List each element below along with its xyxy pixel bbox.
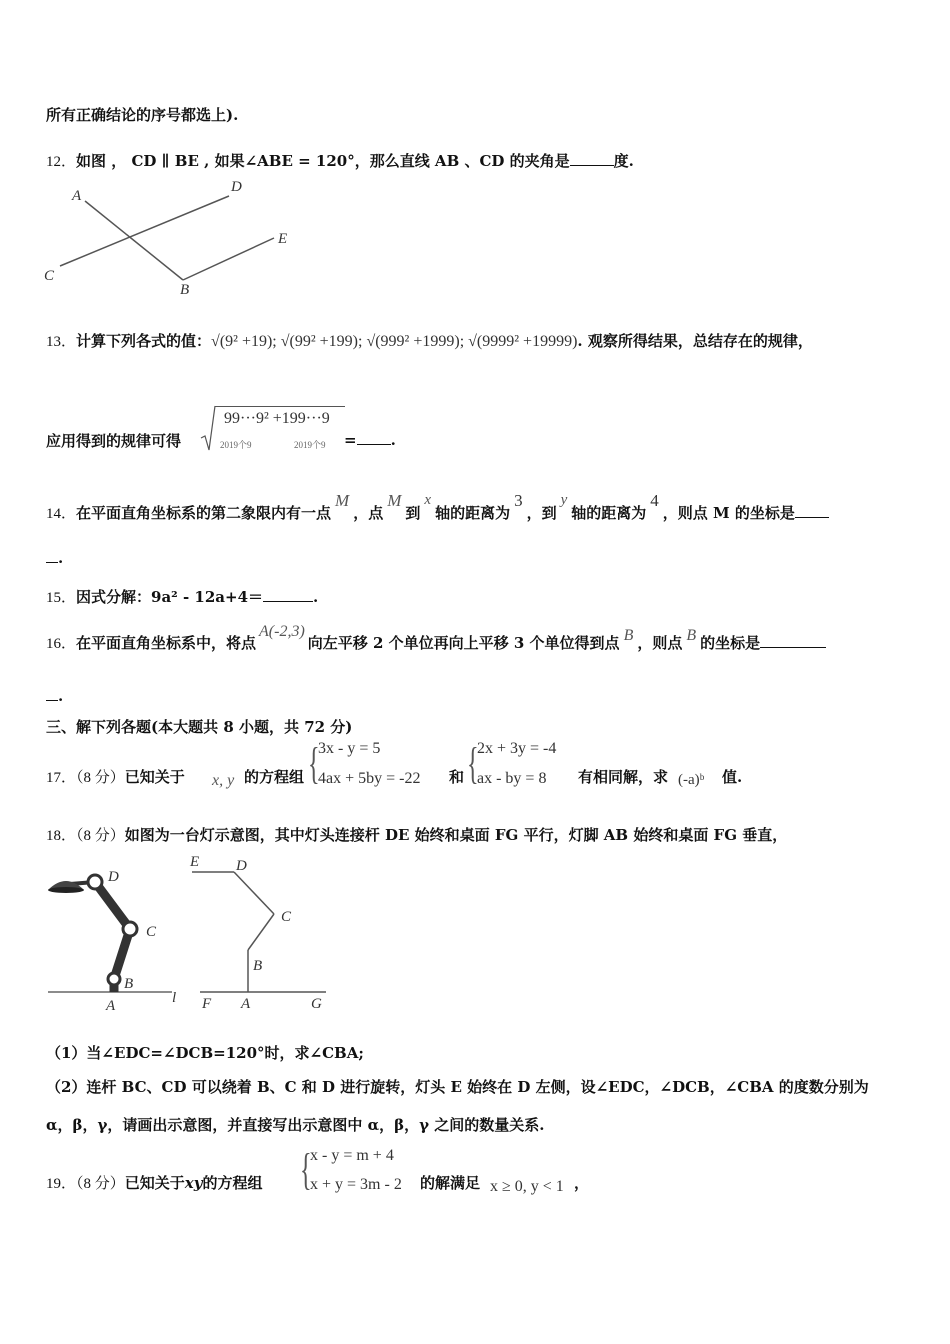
q13-answer: [344, 430, 396, 449]
intro-line: 所有正确结论的序号都选上).: [46, 106, 239, 124]
sub-question-2: （2）连杆 BC、CD 可以绕着 B、C 和 D 进行旋转，灯头 E 始终在 D 左侧，设∠EDC，∠DCB，∠CBA 的度数分别为: [46, 1078, 869, 1096]
var-M: M: [335, 491, 350, 510]
expr-top: 99···9² +199···9: [224, 410, 330, 427]
expression: (-a)ᵇ: [678, 772, 705, 788]
system2-eq2: ax - by = 8: [477, 770, 547, 787]
vars-xy: x, y: [212, 772, 235, 789]
lamp-schematic: [186, 848, 336, 1016]
label-A: A: [106, 998, 116, 1012]
sub-question-2-cont: α，β，γ，请画出示意图，并直接写出示意图中 α，β，γ 之间的数量关系.: [46, 1116, 545, 1134]
system2-eq1: 2x + 3y = -4: [477, 740, 557, 757]
question-text: 因式分解：9a² - 12a+4＝: [76, 588, 264, 606]
text-fragment: 的方程组: [244, 768, 305, 786]
radical-bar: [215, 406, 345, 407]
question-13-line2: [46, 430, 181, 451]
var-M-2: M: [387, 491, 402, 510]
period: .: [58, 687, 64, 705]
system1-eq2: 4ax + 5by = -22: [318, 770, 421, 787]
question-12: [46, 150, 634, 171]
question-number: 15．: [46, 590, 77, 606]
label-l: l: [172, 990, 177, 1006]
question-19: [46, 1172, 262, 1193]
text-fragment: 值.: [722, 768, 743, 786]
question-tail: . 观察所得结果，总结存在的规律，: [577, 332, 813, 350]
section-heading: 三、解下列各题(本大题共 8 小题，共 72 分): [46, 718, 353, 736]
period: .: [313, 588, 319, 606]
point-A: A(-2,3): [259, 623, 305, 640]
text-fragment: 的解满足: [420, 1174, 481, 1192]
score: （8 分）: [76, 770, 125, 786]
answer-blank: [357, 430, 391, 445]
text-fragment: 有相同解，求: [578, 768, 669, 786]
question-16-cont: [46, 686, 63, 705]
var-xy: xy: [184, 1174, 203, 1192]
text-fragment: ，到: [526, 504, 557, 522]
system-eq1: x - y = m + 4: [310, 1147, 394, 1164]
label-D: D: [231, 179, 242, 195]
label-F: F: [202, 996, 212, 1012]
var-B: B: [623, 627, 634, 644]
answer-blank-cont: [46, 548, 58, 563]
label-E: E: [190, 854, 200, 870]
q12-figure: [40, 176, 300, 300]
label-A: A: [72, 188, 82, 204]
text-fragment: 的坐标是: [700, 634, 761, 652]
answer-blank: [760, 633, 826, 648]
text-fragment: 向左平移 2 个单位再向上平移 3 个单位得到点: [307, 634, 620, 652]
period: .: [390, 431, 396, 449]
equals-sign: =: [344, 431, 357, 449]
answer-blank: [263, 587, 313, 602]
line-BE: [183, 238, 274, 280]
label-D: D: [236, 858, 247, 874]
question-16: [46, 623, 826, 653]
question-number: 13．: [46, 334, 77, 350]
question-text: 计算下列各式的值：: [76, 332, 212, 350]
question-text: 如图 ， CD ∥ BE , 如果∠ABE = 120°，那么直线 AB 、CD 的夹角是: [76, 152, 570, 170]
radical-sign: [200, 404, 216, 452]
label-A: A: [241, 996, 251, 1012]
text-fragment: 的方程组: [202, 1174, 263, 1192]
system-eq2: x + y = 3m - 2: [310, 1176, 402, 1193]
label-C: C: [281, 909, 292, 925]
text-fragment: 到: [405, 504, 421, 522]
text-fragment: 轴的距离为: [435, 504, 511, 522]
expr-sub-1: 2019个9: [220, 440, 252, 450]
question-number: 19．: [46, 1176, 77, 1192]
line-CD: [60, 196, 229, 266]
sub-question-1: （1）当∠EDC=∠DCB=120°时，求∠CBA;: [46, 1044, 364, 1062]
system1-eq1: 3x - y = 5: [318, 740, 381, 757]
question-number: 16．: [46, 636, 77, 652]
nested-sqrt-expression: [200, 404, 350, 452]
brace-2: {: [467, 739, 479, 788]
condition: x ≥ 0, y < 1: [490, 1178, 564, 1195]
line-AB: [85, 201, 183, 280]
brace-3: {: [300, 1145, 312, 1194]
label-B: B: [124, 976, 134, 992]
text-fragment: ，: [574, 1174, 590, 1192]
var-x: x: [424, 492, 432, 508]
answer-blank-cont: [46, 686, 58, 701]
text-fragment: ，则点: [637, 634, 683, 652]
brace-1: {: [308, 739, 320, 788]
text-fragment: 已知关于: [124, 1174, 185, 1192]
question-text: 如图为一台灯示意图，其中灯头连接杆 DE 始终和桌面 FG 平行，灯脚 AB 始终和桌面 FG 垂直，: [124, 826, 788, 844]
question-text: 在平面直角坐标系中，将点: [76, 634, 257, 652]
question-17: [46, 766, 185, 787]
lamp-picture: [44, 862, 194, 1012]
label-D: D: [108, 869, 119, 885]
question-text: 在平面直角坐标系的第二象限内有一点: [76, 504, 332, 522]
question-number: 14．: [46, 506, 77, 522]
text-fragment: 已知关于: [124, 768, 185, 786]
label-B: B: [180, 282, 190, 298]
question-number: 12．: [46, 154, 77, 170]
question-18: [46, 824, 787, 845]
label-C: C: [44, 268, 55, 284]
question-14-cont: [46, 548, 63, 567]
label-G: G: [311, 996, 322, 1012]
question-15: [46, 586, 318, 607]
question-13: [46, 330, 813, 351]
text-fragment: ，则点 M 的坐标是: [662, 504, 795, 522]
var-B-2: B: [686, 627, 697, 644]
question-text: 应用得到的规律可得: [46, 432, 182, 450]
answer-blank: [795, 503, 829, 518]
value-4: 4: [650, 491, 659, 510]
label-C: C: [146, 924, 157, 940]
var-y: y: [560, 492, 568, 508]
question-14: [46, 491, 829, 523]
expr-sub-2: 2019个9: [294, 440, 326, 450]
text-fragment: 轴的距离为: [571, 504, 647, 522]
label-E: E: [278, 231, 288, 247]
question-tail: 度.: [613, 152, 634, 170]
text-fragment: ，点: [353, 504, 384, 522]
question-number: 17．: [46, 770, 77, 786]
question-number: 18．: [46, 828, 77, 844]
sqrt-expressions: √(9² +19); √(99² +199); √(999² +1999); √(9999² +19999): [211, 333, 578, 350]
score: （8 分）: [76, 1176, 125, 1192]
score: （8 分）: [76, 828, 125, 844]
text-fragment: 和: [449, 768, 465, 786]
period: .: [58, 549, 64, 567]
value-3: 3: [514, 491, 523, 510]
answer-blank: [570, 151, 614, 166]
label-B: B: [253, 958, 263, 974]
